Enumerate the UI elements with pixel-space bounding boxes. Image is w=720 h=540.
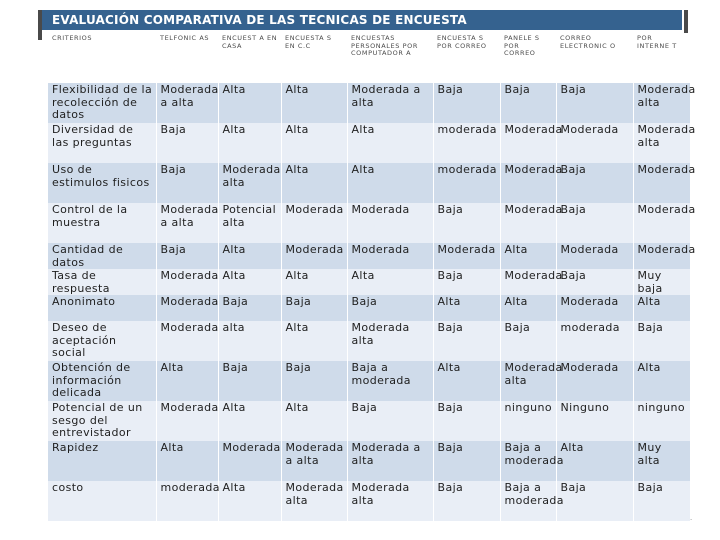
rating-cell: Baja [218, 295, 281, 321]
rating-cell: Moderada [347, 243, 433, 269]
rating-cell: Moderada [556, 243, 633, 269]
rating-cell: Baja [156, 163, 218, 203]
rating-cell: Baja [556, 83, 633, 123]
rating-cell: Alta [433, 295, 500, 321]
column-header: CRITERIOS [48, 33, 156, 83]
rating-cell: Baja [433, 321, 500, 361]
rating-cell: Baja [218, 361, 281, 401]
rating-cell: Baja [156, 123, 218, 163]
table-row [48, 321, 690, 361]
rating-cell: Moderada [347, 203, 433, 243]
rating-cell: moderada [556, 321, 633, 361]
rating-cell: Baja [433, 481, 500, 521]
table-row [48, 441, 690, 481]
rating-cell: Alta [281, 163, 347, 203]
rating-cell: moderada [156, 481, 218, 521]
criterion-cell: Anonimato [48, 295, 156, 321]
rating-cell: Baja [433, 401, 500, 441]
rating-cell: Baja [281, 361, 347, 401]
rating-cell: Alta [156, 361, 218, 401]
rating-cell: Moderada [156, 321, 218, 361]
rating-cell: Alta [218, 481, 281, 521]
rating-cell: alta [218, 321, 281, 361]
rating-cell: Baja [500, 83, 556, 123]
rating-cell: Alta [218, 243, 281, 269]
rating-cell: Muy alta [633, 441, 690, 481]
rating-cell: Moderada [156, 401, 218, 441]
criterion-cell: Deseo de aceptación social [48, 321, 156, 361]
rating-cell: Baja [347, 401, 433, 441]
criterion-cell: Obtención de información delicada [48, 361, 156, 401]
rating-cell: ninguno [500, 401, 556, 441]
rating-cell: Alta [218, 269, 281, 295]
comparison-table [48, 33, 696, 521]
rating-cell: Moderada [156, 269, 218, 295]
column-header: PANELE S POR CORREO [500, 33, 556, 83]
table-row [48, 269, 690, 295]
rating-cell: Alta [281, 401, 347, 441]
rating-cell: Baja [556, 269, 633, 295]
rating-cell: Ninguno [556, 401, 633, 441]
table-row [48, 401, 690, 441]
column-header: CORREO ELECTRONIC O [556, 33, 633, 83]
rating-cell: Alta [281, 83, 347, 123]
table-header-row [48, 33, 690, 83]
rating-cell: Moderada a alta [156, 203, 218, 243]
rating-cell: Baja a moderada [500, 481, 556, 521]
rating-cell: Baja [633, 321, 690, 361]
criterion-cell: Diversidad de las preguntas [48, 123, 156, 163]
rating-cell: Alta [281, 123, 347, 163]
rating-cell: Alta [633, 295, 690, 321]
rating-cell: Moderada [633, 243, 690, 269]
rating-cell: Potencial alta [218, 203, 281, 243]
rating-cell: Moderada [633, 163, 690, 203]
page-marker: . [690, 515, 692, 522]
rating-cell: Moderada alta [347, 481, 433, 521]
criterion-cell: Cantidad de datos [48, 243, 156, 269]
table-row [48, 163, 690, 203]
criterion-cell: Potencial de un sesgo del entrevistador [48, 401, 156, 441]
rating-cell: Baja a moderada [500, 441, 556, 481]
table-row [48, 481, 690, 521]
rating-cell: Moderada a alta [347, 441, 433, 481]
rating-cell: Moderada alta [218, 163, 281, 203]
rating-cell: Moderada [433, 243, 500, 269]
rating-cell: Alta [281, 321, 347, 361]
rating-cell: Moderada a alta [281, 441, 347, 481]
rating-cell: Baja [281, 295, 347, 321]
rating-cell: ninguno [633, 401, 690, 441]
column-header: ENCUEST A EN CASA [218, 33, 281, 83]
rating-cell: Moderada [500, 269, 556, 295]
rating-cell: Moderada alta [633, 123, 690, 163]
criterion-cell: Control de la muestra [48, 203, 156, 243]
slide-title: EVALUACIÓN COMPARATIVA DE LAS TECNICAS DE ENCUESTA [42, 10, 682, 30]
rating-cell: Moderada [556, 123, 633, 163]
column-header: ENCUESTAS PERSONALES POR COMPUTADOR A [347, 33, 433, 83]
column-header: ENCUESTA S EN C.C [281, 33, 347, 83]
rating-cell: Moderada [500, 163, 556, 203]
rating-cell: Baja [433, 441, 500, 481]
rating-cell: Alta [281, 269, 347, 295]
rating-cell: Alta [347, 269, 433, 295]
rating-cell: Alta [500, 295, 556, 321]
rating-cell: Alta [218, 123, 281, 163]
column-header: TELFONIC AS [156, 33, 218, 83]
rating-cell: Alta [556, 441, 633, 481]
rating-cell: Moderada alta [633, 83, 690, 123]
rating-cell: Moderada [500, 123, 556, 163]
rating-cell: Moderada [218, 441, 281, 481]
rating-cell: Alta [156, 441, 218, 481]
rating-cell: Alta [218, 83, 281, 123]
rating-cell: Alta [500, 243, 556, 269]
rating-cell: Baja [556, 163, 633, 203]
rating-cell: Baja [500, 321, 556, 361]
rating-cell: Moderada alta [500, 361, 556, 401]
rating-cell: Alta [347, 163, 433, 203]
rating-cell: moderada [433, 123, 500, 163]
rating-cell: Moderada [556, 295, 633, 321]
criterion-cell: Rapidez [48, 441, 156, 481]
table-row [48, 83, 690, 123]
rating-cell: Alta [218, 401, 281, 441]
rating-cell: Baja a moderada [347, 361, 433, 401]
comparison-table-container [48, 33, 696, 521]
criterion-cell: costo [48, 481, 156, 521]
rating-cell: Baja [556, 203, 633, 243]
column-header: POR INTERNE T [633, 33, 690, 83]
table-row [48, 243, 690, 269]
rating-cell: Moderada [556, 361, 633, 401]
rating-cell: Muy baja [633, 269, 690, 295]
rating-cell: Baja [347, 295, 433, 321]
rating-cell: Baja [433, 83, 500, 123]
rating-cell: Moderada [281, 203, 347, 243]
rating-cell: moderada [433, 163, 500, 203]
rating-cell: Baja [433, 203, 500, 243]
table-row [48, 123, 690, 163]
criterion-cell: Tasa de respuesta [48, 269, 156, 295]
rating-cell: Baja [433, 269, 500, 295]
rating-cell: Moderada a alta [156, 83, 218, 123]
table-body [48, 83, 696, 521]
table-row [48, 203, 690, 243]
table-row [48, 295, 690, 321]
rating-cell: Moderada a alta [347, 83, 433, 123]
table-row [48, 361, 690, 401]
criterion-cell: Uso de estimulos fisicos [48, 163, 156, 203]
column-header: ENCUESTA S POR CORREO [433, 33, 500, 83]
rating-cell: Moderada alta [347, 321, 433, 361]
rating-cell: Baja [633, 481, 690, 521]
rating-cell: Moderada [633, 203, 690, 243]
rating-cell: Moderada [156, 295, 218, 321]
rating-cell: Alta [433, 361, 500, 401]
rating-cell: Moderada [281, 243, 347, 269]
rating-cell: Baja [556, 481, 633, 521]
rating-cell: Alta [633, 361, 690, 401]
rating-cell: Moderada [500, 203, 556, 243]
rating-cell: Alta [347, 123, 433, 163]
rating-cell: Moderada alta [281, 481, 347, 521]
criterion-cell: Flexibilidad de la recolección de datos [48, 83, 156, 123]
rating-cell: Baja [156, 243, 218, 269]
